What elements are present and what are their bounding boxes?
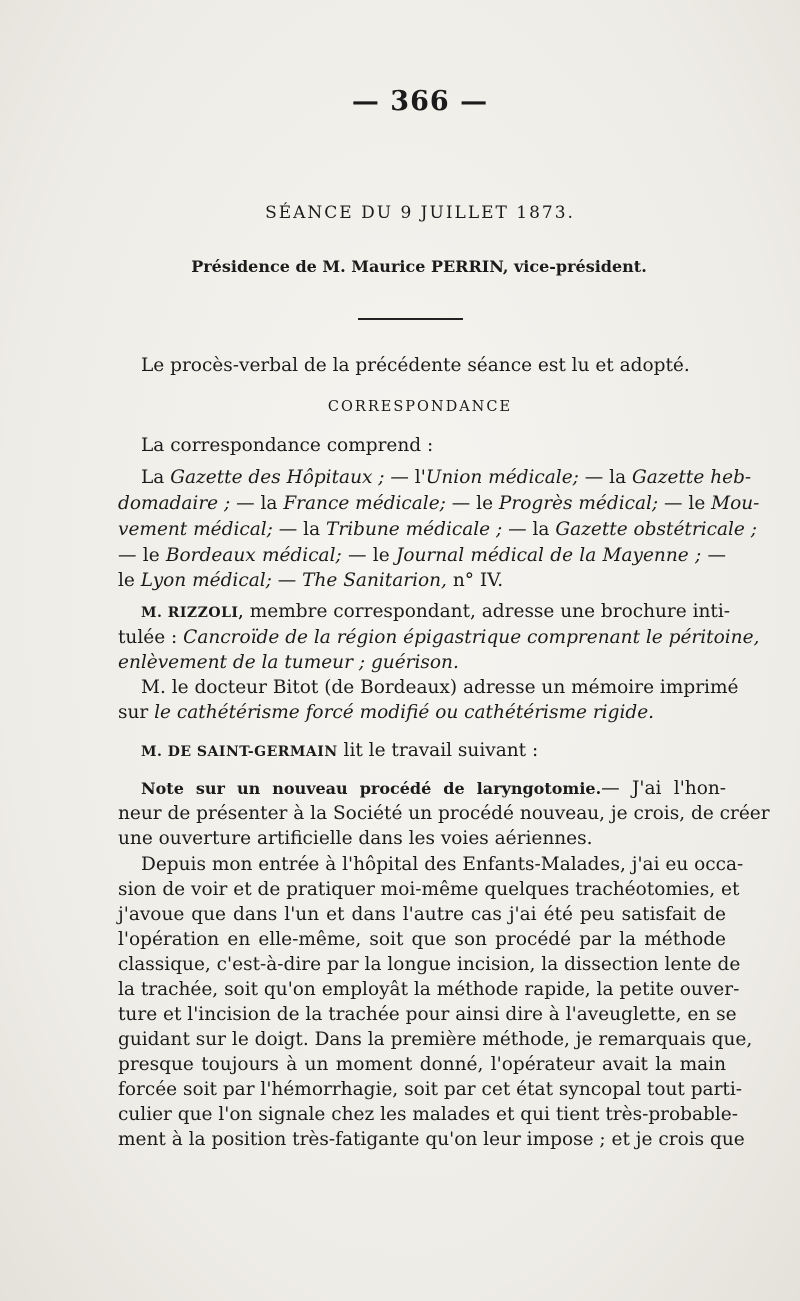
text-line: La correspondance comprend : bbox=[141, 435, 434, 456]
text-line: forcée soit par l'hémorrhagie, soit par cet état syncopal tout parti- bbox=[118, 1079, 743, 1100]
separator-rule bbox=[358, 318, 463, 320]
text-line: La Gazette des Hôpitaux ; — l'Union médicale; — la Gazette heb- bbox=[141, 467, 752, 488]
text-line: ture et l'incision de la trachée pour ainsi dire à l'aveuglette, en se bbox=[118, 1004, 737, 1025]
text-line: sion de voir et de pratiquer moi-même quelques trachéotomies, et bbox=[118, 879, 740, 900]
text-line: Depuis mon entrée à l'hôpital des Enfants-Malades, j'ai eu occa- bbox=[141, 854, 744, 875]
text-line: classique, c'est-à-dire par la longue incision, la dissection lente de bbox=[118, 954, 741, 975]
text-line: — le Bordeaux médical; — le Journal médical de la Mayenne ; — bbox=[118, 545, 726, 566]
text-line: la trachée, soit qu'on employât la méthode rapide, la petite ouver- bbox=[118, 979, 740, 1000]
presidence-line: Présidence de M. Maurice PERRIN, vice-président. bbox=[191, 257, 647, 276]
text-line: M. DE SAINT-GERMAIN lit le travail suivant : bbox=[141, 740, 539, 761]
text-line: une ouverture artificielle dans les voies aériennes. bbox=[118, 828, 593, 849]
text-line: le Lyon médical; — The Sanitarion, n° IV. bbox=[118, 570, 504, 591]
correspondance-heading: CORRESPONDANCE bbox=[327, 399, 513, 415]
text-line: vement médical; — la Tribune médicale ; — la Gazette obstétricale ; bbox=[118, 519, 757, 540]
text-line: presque toujours à un moment donné, l'opérateur avait la main bbox=[118, 1054, 726, 1075]
text-line: j'avoue que dans l'un et dans l'autre cas j'ai été peu satisfait de bbox=[118, 904, 726, 925]
text-line: culier que l'on signale chez les malades et qui tient très-probable- bbox=[118, 1104, 738, 1125]
proces-verbal-line: Le procès-verbal de la précédente séance est lu et adopté. bbox=[141, 355, 690, 376]
seance-title: SÉANCE DU 9 JUILLET 1873. bbox=[265, 203, 575, 223]
text-line: tulée : Cancroïde de la région épigastrique comprenant le péritoine, bbox=[118, 627, 760, 648]
text-line: neur de présenter à la Société un procédé nouveau, je crois, de créer bbox=[118, 803, 770, 824]
text-line: M. le docteur Bitot (de Bordeaux) adresse un mémoire imprimé bbox=[141, 677, 739, 698]
text-line: guidant sur le doigt. Dans la première méthode, je remarquais que, bbox=[118, 1029, 753, 1050]
note-title-line: Note sur un nouveau procédé de laryngotomie.— J'ai l'hon- bbox=[141, 778, 727, 799]
page-number: — 366 — bbox=[351, 86, 489, 117]
text-line: sur le cathétérisme forcé modifié ou cathétérisme rigide. bbox=[118, 702, 655, 723]
text-line: ment à la position très-fatigante qu'on leur impose ; et je crois que bbox=[118, 1129, 745, 1150]
text-line: l'opération en elle-même, soit que son procédé par la méthode bbox=[118, 929, 726, 950]
text-line: M. RIZZOLI, membre correspondant, adresse une brochure inti- bbox=[141, 601, 731, 622]
text-line: domadaire ; — la France médicale; — le Progrès médical; — le Mou- bbox=[118, 493, 760, 514]
text-line: enlèvement de la tumeur ; guérison. bbox=[118, 652, 459, 673]
